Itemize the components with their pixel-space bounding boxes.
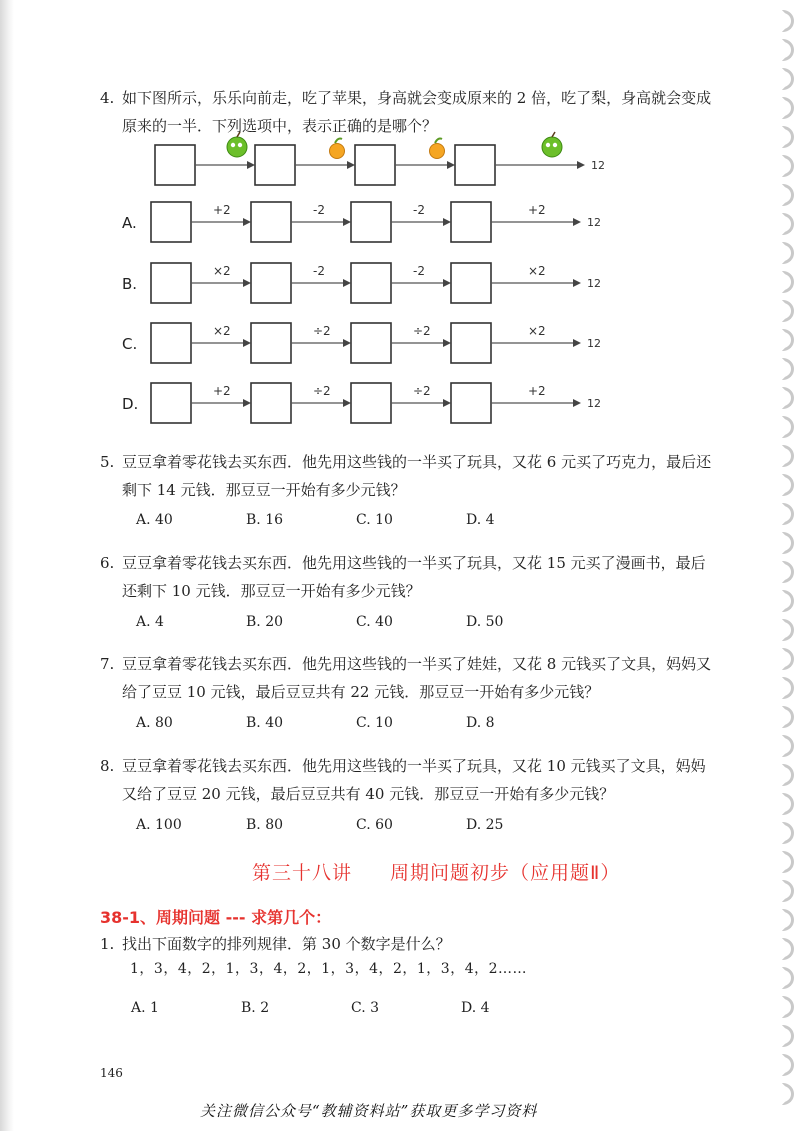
option-a[interactable]: A. 40 [136, 512, 173, 528]
arrow-head [573, 399, 581, 407]
question-text-line1: 如下图所示，乐乐向前走，吃了苹果，身高就会变成原来的 2 倍，吃了梨，身高就会变成 [122, 89, 712, 107]
option-c[interactable]: C. 60 [356, 817, 393, 833]
question-number: 5. [100, 453, 115, 471]
binding-ring [782, 39, 794, 61]
apple-icon [542, 137, 562, 157]
binding-ring [782, 793, 794, 815]
spiral-binding [772, 10, 800, 1120]
answer-box [151, 202, 191, 242]
option-a[interactable]: A. 1 [131, 1000, 159, 1016]
operation-label: ×2 [213, 264, 231, 278]
binding-ring [782, 10, 794, 32]
question-text-line1: 豆豆拿着零花钱去买东西．他先用这些钱的一半买了玩具，又花 6 元买了巧克力，最后还 [122, 453, 712, 471]
apple-eye-icon [553, 143, 557, 147]
binding-ring [782, 184, 794, 206]
binding-ring [782, 1025, 794, 1047]
pear-icon [430, 144, 445, 159]
pear-icon [330, 144, 345, 159]
answer-box [255, 145, 295, 185]
answer-box [455, 145, 495, 185]
operation-label: ÷2 [313, 324, 331, 338]
answer-box [251, 202, 291, 242]
page-number: 146 [100, 1066, 123, 1080]
arrow-head [443, 279, 451, 287]
binding-ring [782, 822, 794, 844]
arrow-head [347, 161, 355, 169]
operation-label: ×2 [213, 324, 231, 338]
arrow-head [343, 279, 351, 287]
binding-ring [782, 155, 794, 177]
binding-ring [782, 271, 794, 293]
q4-diagram [120, 125, 605, 425]
target-value: 12 [587, 337, 601, 350]
option-a[interactable]: A. 100 [136, 817, 182, 833]
question-text-line2: 还剩下 10 元钱．那豆豆一开始有多少元钱？ [122, 582, 421, 600]
binding-ring [782, 1083, 794, 1105]
option-label: B. [122, 275, 138, 293]
question-number: 1. [100, 935, 115, 953]
answer-box [251, 383, 291, 423]
operation-label: ÷2 [413, 324, 431, 338]
option-label: C. [122, 335, 138, 353]
binding-ring [782, 1054, 794, 1076]
question-text-line2: 又给了豆豆 20 元钱，最后豆豆共有 40 元钱．那豆豆一开始有多少元钱？ [122, 785, 615, 803]
arrow-head [247, 161, 255, 169]
arrow-head [243, 279, 251, 287]
answer-box [355, 145, 395, 185]
option-a[interactable]: A. 80 [136, 715, 173, 731]
binding-ring [782, 909, 794, 931]
pear-leaf-icon [435, 139, 442, 144]
arrow-head [573, 339, 581, 347]
pear-leaf-icon [335, 139, 342, 144]
binding-ring [782, 735, 794, 757]
chapter-title [252, 858, 620, 885]
answer-box [451, 323, 491, 363]
question-number: 6. [100, 554, 115, 572]
binding-ring [782, 619, 794, 641]
arrow-head [443, 339, 451, 347]
question-8 [100, 752, 750, 808]
question-text-line1: 豆豆拿着零花钱去买东西．他先用这些钱的一半买了玩具，又花 10 元钱买了文具，妈妈 [122, 757, 706, 775]
binding-ring [782, 68, 794, 90]
option-b[interactable]: B. 16 [246, 512, 284, 528]
binding-ring [782, 880, 794, 902]
option-c[interactable]: C. 3 [351, 1000, 380, 1016]
binding-ring [782, 503, 794, 525]
answer-box [351, 263, 391, 303]
binding-ring [782, 474, 794, 496]
option-label: A. [122, 214, 137, 232]
operation-label: ÷2 [413, 384, 431, 398]
arrow-head [443, 399, 451, 407]
answer-box [451, 263, 491, 303]
option-d[interactable]: D. 25 [466, 817, 504, 833]
operation-label: ×2 [528, 264, 546, 278]
answer-box [351, 202, 391, 242]
operation-label: +2 [213, 384, 231, 398]
option-b[interactable]: B. 20 [246, 614, 284, 630]
binding-ring [782, 532, 794, 554]
section-heading: 38-1、周期问题 --- 求第几个： [100, 908, 332, 927]
option-c[interactable]: C. 40 [356, 614, 393, 630]
operation-label: -2 [313, 203, 325, 217]
apple-stem-icon [552, 132, 555, 137]
option-d[interactable]: D. 50 [466, 614, 504, 630]
arrow-head [243, 399, 251, 407]
question-5 [100, 448, 750, 504]
lecture-title: 周期问题初步（应用题Ⅱ） [390, 862, 621, 884]
question-text-line2: 给了豆豆 10 元钱，最后豆豆共有 22 元钱．那豆豆一开始有多少元钱？ [122, 683, 600, 701]
apple-eye-icon [231, 143, 235, 147]
operation-label: -2 [413, 203, 425, 217]
question-7 [100, 650, 750, 706]
operation-label: -2 [413, 264, 425, 278]
binding-ring [782, 706, 794, 728]
binding-ring [782, 97, 794, 119]
binding-ring [782, 416, 794, 438]
answer-box [451, 202, 491, 242]
question-number: 7. [100, 655, 115, 673]
arrow-head [573, 218, 581, 226]
page-binding-shadow [0, 0, 14, 1131]
apple-eye-icon [238, 143, 242, 147]
operation-label: +2 [213, 203, 231, 217]
option-a[interactable]: A. 4 [136, 614, 164, 630]
arrow-head [573, 279, 581, 287]
operation-label: ÷2 [313, 384, 331, 398]
operation-label: -2 [313, 264, 325, 278]
question-text-line1: 豆豆拿着零花钱去买东西．他先用这些钱的一半买了玩具，又花 15 元买了漫画书，最后 [122, 554, 706, 572]
number-sequence: 1，3，4，2，1，3，4，2，1，3，4，2，1，3，4，2…… [130, 961, 528, 977]
binding-ring [782, 648, 794, 670]
operation-label: +2 [528, 384, 546, 398]
answer-box [151, 383, 191, 423]
arrow-head [447, 161, 455, 169]
question-number: 8. [100, 757, 115, 775]
lecture-number: 第三十八讲 [252, 862, 353, 884]
answer-box [251, 263, 291, 303]
option-c[interactable]: C. 10 [356, 512, 393, 528]
answer-box [151, 263, 191, 303]
option-b[interactable]: B. 40 [246, 715, 284, 731]
question-text-line1: 找出下面数字的排列规律．第 30 个数字是什么？ [122, 935, 451, 953]
apple-icon [227, 137, 247, 157]
target-value: 12 [587, 397, 601, 410]
answer-box [351, 323, 391, 363]
answer-box [151, 323, 191, 363]
apple-stem-icon [237, 132, 240, 137]
binding-ring [782, 387, 794, 409]
binding-ring [782, 358, 794, 380]
binding-ring [782, 677, 794, 699]
arrow-head [343, 339, 351, 347]
question-text-line2: 原来的一半．下列选项中，表示正确的是哪个？ [122, 117, 438, 135]
arrow-head [343, 399, 351, 407]
option-b[interactable]: B. 80 [246, 817, 284, 833]
binding-ring [782, 329, 794, 351]
arrow-head [243, 339, 251, 347]
operation-label: ×2 [528, 324, 546, 338]
binding-ring [782, 242, 794, 264]
target-value: 12 [587, 277, 601, 290]
option-d[interactable]: D. 4 [461, 1000, 490, 1016]
arrow-head [243, 218, 251, 226]
question-1 [100, 930, 750, 958]
target-value: 12 [591, 159, 605, 172]
binding-ring [782, 561, 794, 583]
question-text-line1: 豆豆拿着零花钱去买东西．他先用这些钱的一半买了娃娃，又花 8 元钱买了文具，妈妈又 [122, 655, 712, 673]
binding-ring [782, 590, 794, 612]
option-d[interactable]: D. 4 [466, 512, 495, 528]
option-b[interactable]: B. 2 [241, 1000, 270, 1016]
binding-ring [782, 126, 794, 148]
question-number: 4. [100, 89, 115, 107]
binding-ring [782, 851, 794, 873]
binding-ring [782, 764, 794, 786]
binding-ring [782, 213, 794, 235]
answer-box [155, 145, 195, 185]
target-value: 12 [587, 216, 601, 229]
arrow-head [577, 161, 585, 169]
question-text-line2: 剩下 14 元钱．那豆豆一开始有多少元钱？ [122, 481, 406, 499]
binding-ring [782, 967, 794, 989]
answer-box [351, 383, 391, 423]
binding-ring [782, 938, 794, 960]
binding-ring [782, 445, 794, 467]
option-label: D. [122, 395, 139, 413]
question-6 [100, 549, 750, 605]
option-d[interactable]: D. 8 [466, 715, 495, 731]
operation-label: +2 [528, 203, 546, 217]
footer-note: 关注微信公众号“教辅资料站”获取更多学习资料 [200, 1102, 538, 1120]
binding-ring [782, 300, 794, 322]
apple-eye-icon [546, 143, 550, 147]
arrow-head [443, 218, 451, 226]
binding-ring [782, 996, 794, 1018]
answer-box [251, 323, 291, 363]
option-c[interactable]: C. 10 [356, 715, 393, 731]
arrow-head [343, 218, 351, 226]
answer-box [451, 383, 491, 423]
